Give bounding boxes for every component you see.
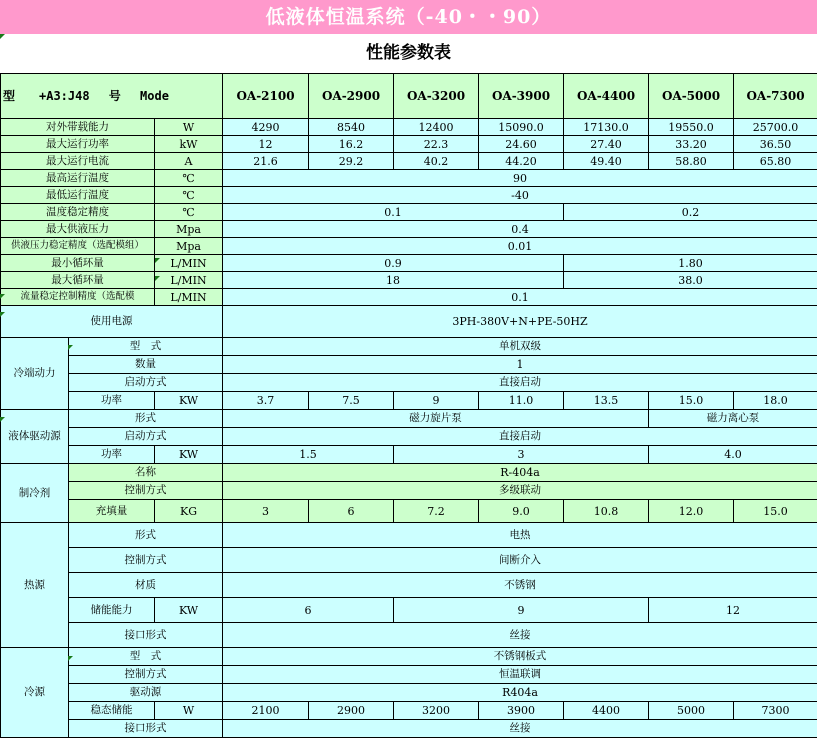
- group-label: 液体驱动源: [1, 410, 69, 464]
- table-cell: -40: [223, 187, 817, 204]
- table-row: [1, 356, 817, 374]
- table-cell: 0.01: [223, 238, 817, 255]
- row-unit: KW: [155, 598, 223, 623]
- table-cell: R404a: [223, 684, 817, 702]
- table-cell: 33.20: [649, 136, 734, 153]
- table-cell: 3200: [394, 702, 479, 720]
- table-cell: R-404a: [223, 464, 817, 482]
- row-label: 功率: [69, 392, 155, 410]
- table-row: [1, 684, 817, 702]
- table-cell: 3PH-380V+N+PE-50HZ: [223, 306, 817, 338]
- table-cell: 36.50: [734, 136, 817, 153]
- table-cell: 磁力离心泵: [649, 410, 817, 428]
- table-row: [1, 255, 817, 272]
- table-cell: 恒温联调: [223, 666, 817, 684]
- table-cell: 直接启动: [223, 428, 817, 446]
- row-label: 形式: [69, 410, 223, 428]
- table-row: [1, 272, 817, 289]
- table-cell: 9.0: [479, 500, 564, 523]
- row-label: 功率: [69, 446, 155, 464]
- row-label: 控制方式: [69, 548, 223, 573]
- banner-title: 低液体恒温系统（-40・・90）: [0, 0, 817, 34]
- row-label: 最低运行温度: [1, 187, 155, 204]
- row-label: 使用电源: [1, 306, 223, 338]
- table-cell: 4400: [564, 702, 649, 720]
- row-label: 最大供液压力: [1, 221, 155, 238]
- cell-marker-icon: [68, 345, 73, 350]
- table-cell: 7.5: [309, 392, 394, 410]
- table-cell: 10.8: [564, 500, 649, 523]
- table-row: [1, 410, 817, 428]
- table-cell: 不锈钢板式: [223, 648, 817, 666]
- table-cell: 21.6: [223, 153, 309, 170]
- cell-marker-icon: [68, 656, 73, 661]
- row-label: 最高运行温度: [1, 170, 155, 187]
- table-cell: 11.0: [479, 392, 564, 410]
- row-label: 最小循环量: [1, 255, 155, 272]
- row-label: 型 式: [69, 338, 223, 356]
- row-unit: Mpa: [155, 221, 223, 238]
- table-cell: 3.7: [223, 392, 309, 410]
- row-label: 驱动源: [69, 684, 223, 702]
- row-label: 控制方式: [69, 482, 223, 500]
- row-unit: KW: [155, 392, 223, 410]
- table-row: [1, 446, 817, 464]
- row-unit: ℃: [155, 204, 223, 221]
- table-cell: 5000: [649, 702, 734, 720]
- table-cell: 25700.0: [734, 119, 817, 136]
- row-label: 储能能力: [69, 598, 155, 623]
- model-oa-2100: OA-2100: [223, 74, 309, 119]
- row-label: 供液压力稳定精度（选配模组）: [1, 238, 155, 255]
- table-cell: 17130.0: [564, 119, 649, 136]
- table-row: [1, 204, 817, 221]
- table-cell: 18: [223, 272, 564, 289]
- table-row: [1, 482, 817, 500]
- row-label: 形式: [69, 523, 223, 548]
- row-label: 数量: [69, 356, 223, 374]
- table-cell: 丝接: [223, 623, 817, 648]
- model-oa-2900: OA-2900: [309, 74, 394, 119]
- table-row: [1, 119, 817, 136]
- table-row: [1, 548, 817, 573]
- table-cell: 38.0: [564, 272, 817, 289]
- table-cell: 3: [394, 446, 649, 464]
- model-oa-7300: OA-7300: [734, 74, 817, 119]
- table-cell: 0.1: [223, 289, 817, 306]
- row-label: 材质: [69, 573, 223, 598]
- model-oa-4400: OA-4400: [564, 74, 649, 119]
- row-label: 温度稳定精度: [1, 204, 155, 221]
- table-cell: 6: [309, 500, 394, 523]
- table-row: [1, 428, 817, 446]
- table-cell: 15090.0: [479, 119, 564, 136]
- table-cell: 0.2: [564, 204, 817, 221]
- table-row: [1, 338, 817, 356]
- row-unit: L/MIN: [155, 289, 223, 306]
- table-cell: 2100: [223, 702, 309, 720]
- table-cell: 27.40: [564, 136, 649, 153]
- group-label: 冷端动力: [1, 338, 69, 410]
- table-cell: 1.80: [564, 255, 817, 272]
- group-label: 冷源: [1, 648, 69, 738]
- table-cell: 1.5: [223, 446, 394, 464]
- table-cell: 0.4: [223, 221, 817, 238]
- table-cell: 7.2: [394, 500, 479, 523]
- table-cell: 22.3: [394, 136, 479, 153]
- row-label: 型 式: [69, 648, 223, 666]
- cell-marker-icon: [0, 312, 5, 317]
- table-row: [1, 136, 817, 153]
- table-cell: 12: [223, 136, 309, 153]
- row-label: 最大运行功率: [1, 136, 155, 153]
- table-cell: 1: [223, 356, 817, 374]
- table-cell: 13.5: [564, 392, 649, 410]
- model-oa-3200: OA-3200: [394, 74, 479, 119]
- group-label: 制冷剂: [1, 464, 69, 523]
- row-unit: W: [155, 119, 223, 136]
- table-cell: 44.20: [479, 153, 564, 170]
- table-cell: 12.0: [649, 500, 734, 523]
- table-row: [1, 289, 817, 306]
- table-cell: 65.80: [734, 153, 817, 170]
- table-row: [1, 187, 817, 204]
- table-cell: 40.2: [394, 153, 479, 170]
- row-unit: KG: [155, 500, 223, 523]
- table-row: [1, 238, 817, 255]
- row-unit: ℃: [155, 187, 223, 204]
- table-row: [1, 523, 817, 548]
- model-oa-5000: OA-5000: [649, 74, 734, 119]
- table-row: [1, 221, 817, 238]
- table-cell: 单机双级: [223, 338, 817, 356]
- table-cell: 4.0: [649, 446, 817, 464]
- table-row: [1, 648, 817, 666]
- table-row: [1, 153, 817, 170]
- row-label: 最大循环量: [1, 272, 155, 289]
- cell-marker-icon: [0, 417, 5, 422]
- row-unit: L/MIN: [155, 255, 223, 272]
- table-cell: 直接启动: [223, 374, 817, 392]
- row-label: 流量稳定控制精度（选配模: [1, 289, 155, 306]
- group-label: 热源: [1, 523, 69, 648]
- row-unit: Mpa: [155, 238, 223, 255]
- table-cell: 18.0: [734, 392, 817, 410]
- table-cell: 19550.0: [649, 119, 734, 136]
- table-row: [1, 702, 817, 720]
- row-label: 对外带载能力: [1, 119, 155, 136]
- table-cell: 丝接: [223, 720, 817, 738]
- table-cell: 间断介入: [223, 548, 817, 573]
- cell-marker-icon: [0, 34, 5, 39]
- row-unit: kW: [155, 136, 223, 153]
- model-header-row: [1, 74, 817, 119]
- table-cell: 4290: [223, 119, 309, 136]
- table-row: [1, 598, 817, 623]
- model-header-label: 型 +A3:J48 号 Mode: [1, 74, 223, 119]
- table-row: [1, 374, 817, 392]
- table-row: [1, 500, 817, 523]
- performance-spec-table: [0, 73, 817, 738]
- table-cell: 9: [394, 392, 479, 410]
- table-cell: 电热: [223, 523, 817, 548]
- row-label: 启动方式: [69, 428, 223, 446]
- table-row: [1, 666, 817, 684]
- row-label: 最大运行电流: [1, 153, 155, 170]
- row-label: 稳态储能: [69, 702, 155, 720]
- table-cell: 49.40: [564, 153, 649, 170]
- table-subtitle: 性能参数表: [0, 34, 817, 74]
- table-cell: 不锈钢: [223, 573, 817, 598]
- table-cell: 15.0: [649, 392, 734, 410]
- table-cell: 29.2: [309, 153, 394, 170]
- table-cell: 12: [649, 598, 817, 623]
- row-label: 启动方式: [69, 374, 223, 392]
- table-row: [1, 464, 817, 482]
- cell-marker-icon: [155, 258, 160, 263]
- row-unit: A: [155, 153, 223, 170]
- table-row: [1, 170, 817, 187]
- row-label: 接口形式: [69, 623, 223, 648]
- row-label: 名称: [69, 464, 223, 482]
- table-cell: 90: [223, 170, 817, 187]
- table-cell: 磁力旋片泵: [223, 410, 649, 428]
- table-cell: 9: [394, 598, 649, 623]
- row-label: 控制方式: [69, 666, 223, 684]
- table-cell: 3: [223, 500, 309, 523]
- table-cell: 58.80: [649, 153, 734, 170]
- row-unit: L/MIN: [155, 272, 223, 289]
- table-cell: 6: [223, 598, 394, 623]
- row-unit: W: [155, 702, 223, 720]
- row-unit: ℃: [155, 170, 223, 187]
- table-cell: 8540: [309, 119, 394, 136]
- table-cell: 多级联动: [223, 482, 817, 500]
- table-cell: 12400: [394, 119, 479, 136]
- row-label: 充填量: [69, 500, 155, 523]
- table-row: [1, 720, 817, 738]
- cell-marker-icon: [155, 276, 160, 281]
- model-oa-3900: OA-3900: [479, 74, 564, 119]
- table-cell: 7300: [734, 702, 817, 720]
- cell-marker-icon: [0, 294, 5, 299]
- table-row: [1, 306, 817, 338]
- table-row: [1, 392, 817, 410]
- table-cell: 15.0: [734, 500, 817, 523]
- table-cell: 24.60: [479, 136, 564, 153]
- table-cell: 16.2: [309, 136, 394, 153]
- table-cell: 0.1: [223, 204, 564, 221]
- table-cell: 2900: [309, 702, 394, 720]
- row-unit: KW: [155, 446, 223, 464]
- row-label: 接口形式: [69, 720, 223, 738]
- table-row: [1, 623, 817, 648]
- table-cell: 3900: [479, 702, 564, 720]
- table-cell: 0.9: [223, 255, 564, 272]
- table-row: [1, 573, 817, 598]
